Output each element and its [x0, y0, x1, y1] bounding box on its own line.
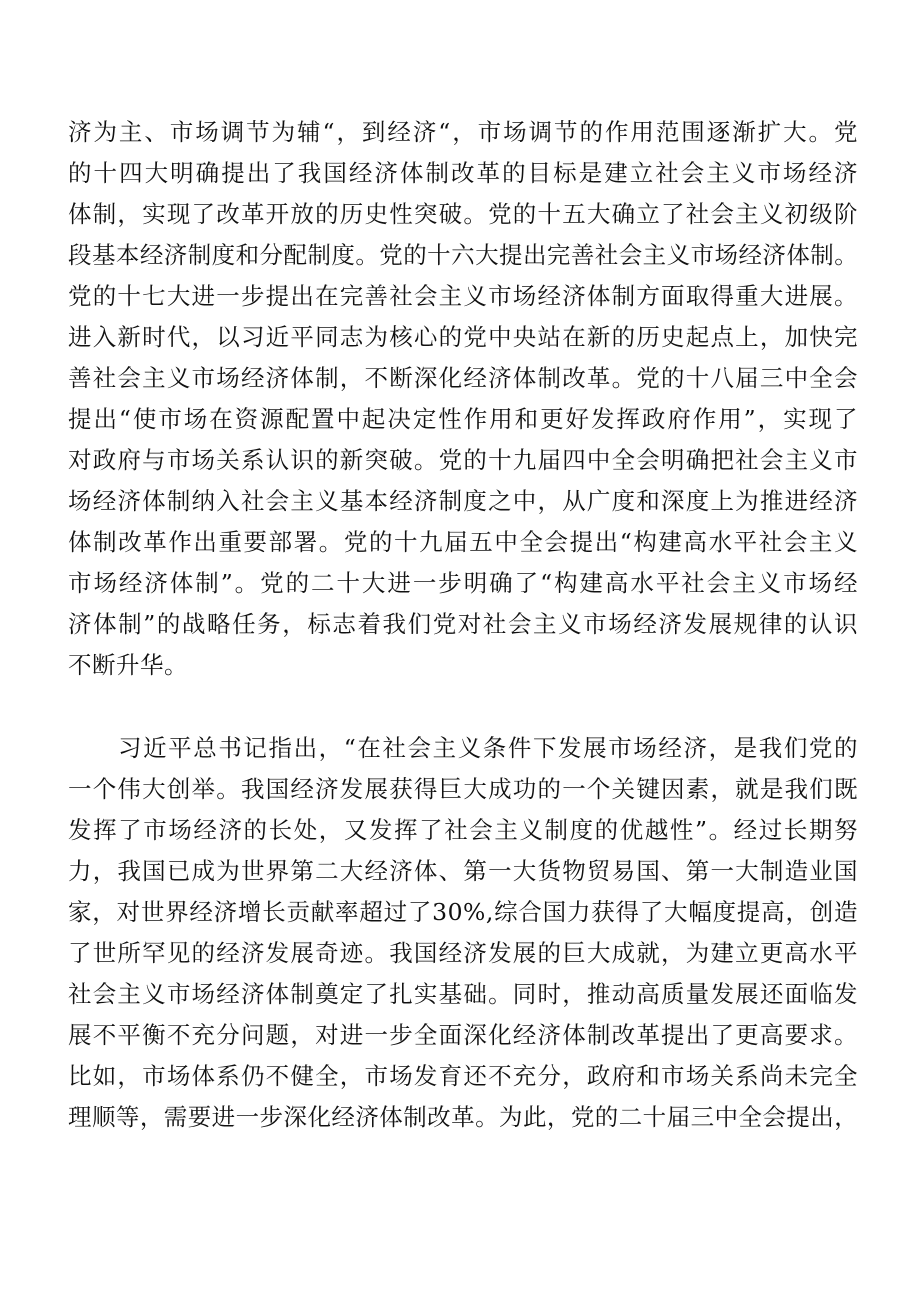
- text-line: 习近平总书记指出，“在社会主义条件下发展市场经济，是我们党的: [118, 734, 858, 762]
- text-line: 一个伟大创举。我国经济发展获得巨大成功的一个关键因素，就是我们既: [68, 775, 858, 803]
- text-line: 发挥了市场经济的长处，又发挥了社会主义制度的优越性”。经过长期努: [68, 816, 858, 844]
- text-line: 对政府与市场关系认识的新突破。党的十九届四中全会明确把社会主义市: [68, 446, 858, 474]
- text-line: 比如，市场体系仍不健全，市场发育还不充分，政府和市场关系尚未完全: [68, 1062, 858, 1090]
- text-line: 场经济体制纳入社会主义基本经济制度之中，从广度和深度上为推进经济: [68, 487, 858, 515]
- text-line: 提出“使市场在资源配置中起决定性作用和更好发挥政府作用”，实现了: [68, 405, 858, 433]
- paragraph-2: [68, 728, 858, 1138]
- text-line: 体制改革作出重要部署。党的十九届五中全会提出“构建高水平社会主义: [68, 528, 858, 556]
- text-line: 理顺等，需要进一步深化经济体制改革。为此，党的二十届三中全会提出，: [68, 1103, 858, 1131]
- text-line: 党的十七大进一步提出在完善社会主义市场经济体制方面取得重大进展。: [68, 282, 858, 310]
- text-line: 济体制”的战略任务，标志着我们党对社会主义市场经济发展规律的认识: [68, 610, 858, 638]
- text-line: 进入新时代，以习近平同志为核心的党中央站在新的历史起点上，加快完: [68, 323, 858, 351]
- text-line: 力，我国已成为世界第二大经济体、第一大货物贸易国、第一大制造业国: [68, 857, 858, 885]
- text-line: 社会主义市场经济体制奠定了扎实基础。同时，推动高质量发展还面临发: [68, 980, 858, 1008]
- text-line: 市场经济体制”。党的二十大进一步明确了“构建高水平社会主义市场经: [68, 569, 858, 597]
- text-line: 家，对世界经济增长贡献率超过了30%,综合国力获得了大幅度提高，创造: [68, 898, 858, 926]
- text-line: 的十四大明确提出了我国经济体制改革的目标是建立社会主义市场经济: [68, 159, 858, 187]
- text-line: 济为主、市场调节为辅“，到经济“，市场调节的作用范围逐渐扩大。党: [68, 118, 858, 146]
- text-line: 了世所罕见的经济发展奇迹。我国经济发展的巨大成就，为建立更高水平: [68, 939, 858, 967]
- text-line: 不断升华。: [68, 651, 188, 679]
- text-line: 段基本经济制度和分配制度。党的十六大提出完善社会主义市场经济体制。: [68, 241, 858, 269]
- text-line: 展不平衡不充分问题，对进一步全面深化经济体制改革提出了更高要求。: [68, 1021, 858, 1049]
- text-line: 体制，实现了改革开放的历史性突破。党的十五大确立了社会主义初级阶: [68, 200, 858, 228]
- text-line: 善社会主义市场经济体制，不断深化经济体制改革。党的十八届三中全会: [68, 364, 858, 392]
- paragraph-1: [68, 112, 858, 686]
